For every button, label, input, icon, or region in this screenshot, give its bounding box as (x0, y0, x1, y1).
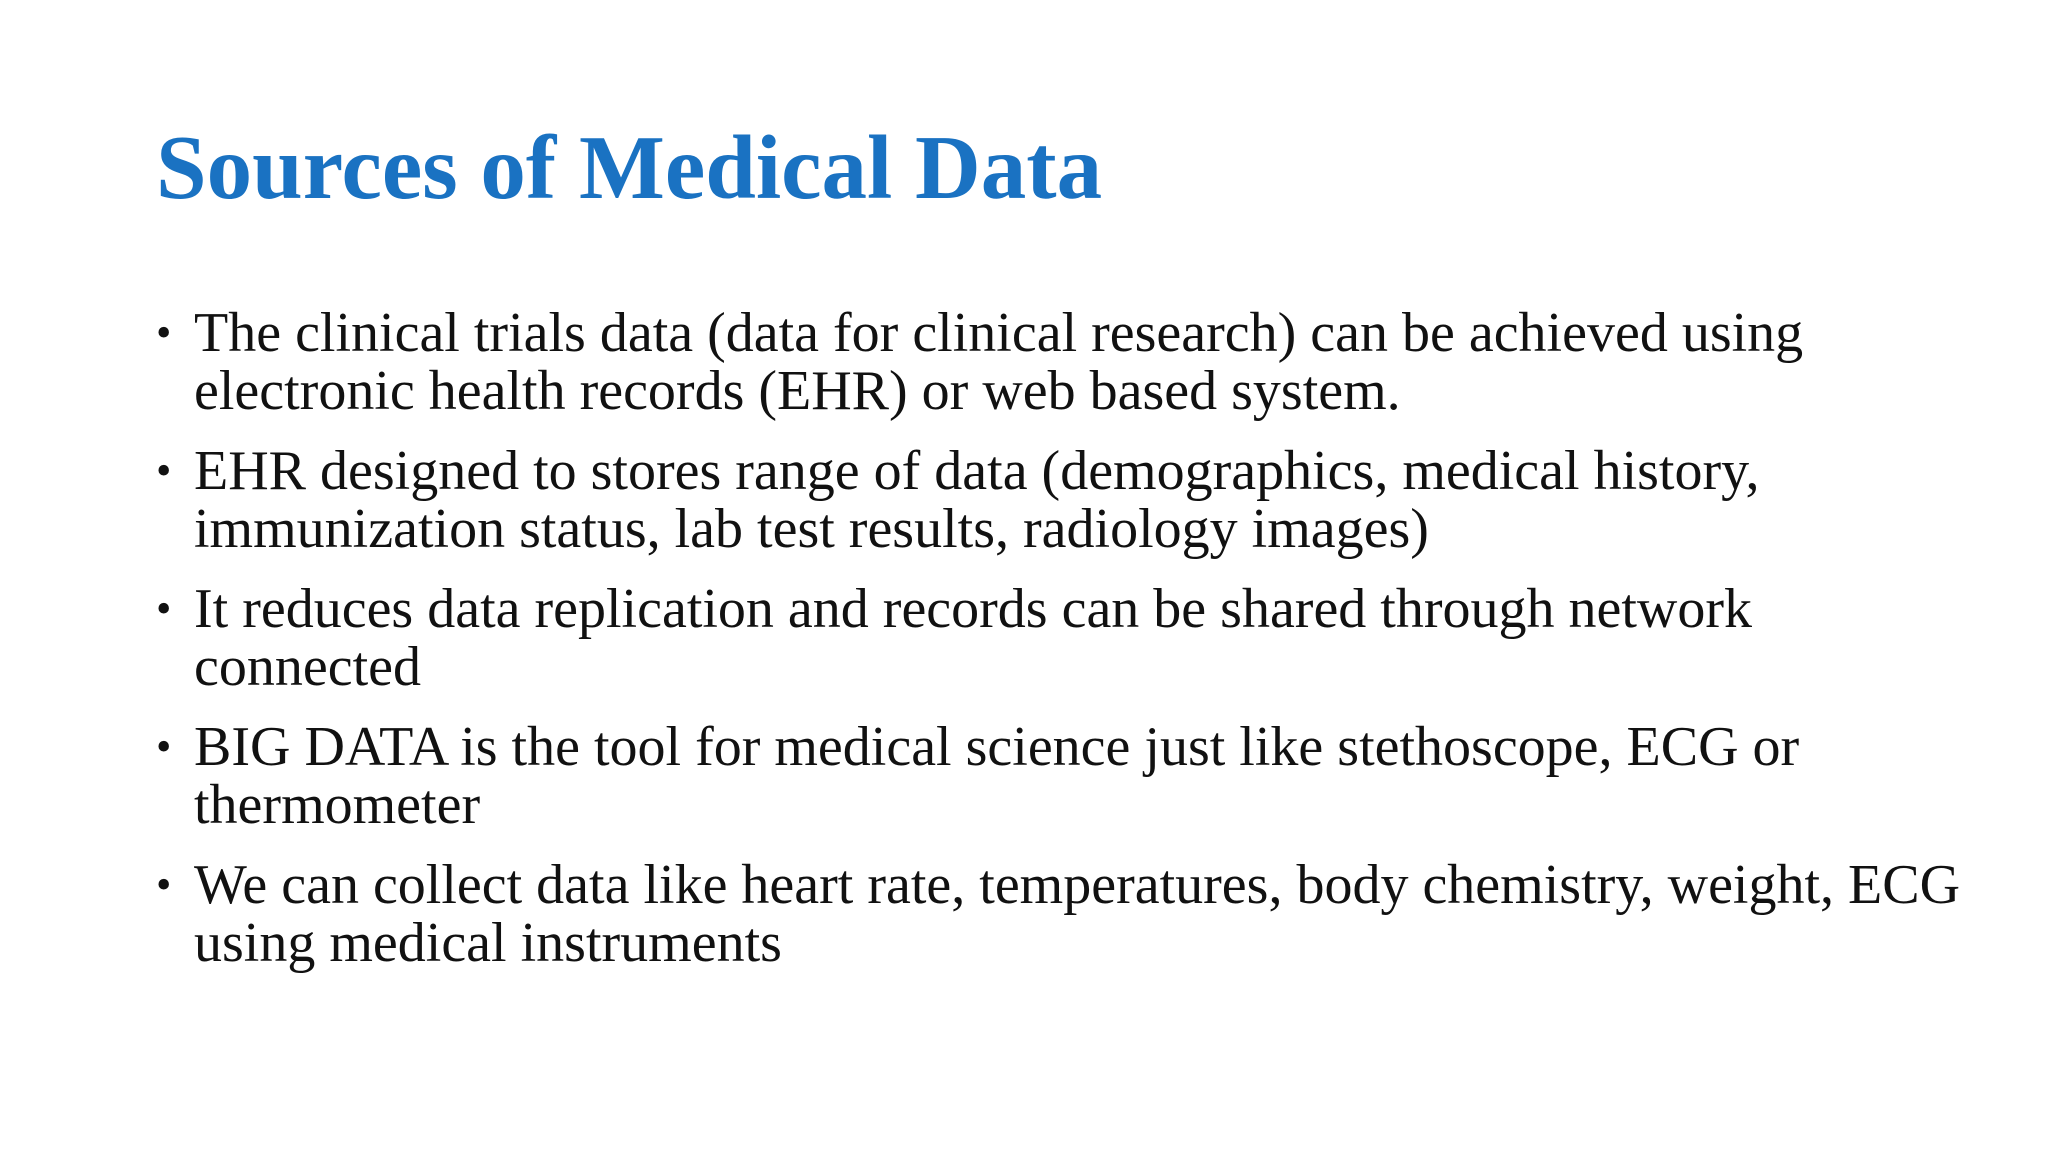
bullet-text: BIG DATA is the tool for medical science just like stethoscope, ECG or thermometer (194, 716, 1800, 836)
bullet-list (156, 304, 1976, 994)
bullet-item (156, 304, 1976, 420)
bullet-item (156, 442, 1976, 558)
bullet-item (156, 718, 1976, 834)
bullet-text: It reduces data replication and records can be shared through network connected (194, 578, 1753, 698)
bullet-icon: • (156, 308, 172, 357)
bullet-icon: • (156, 446, 172, 495)
bullet-text: EHR designed to stores range of data (demographics, medical history, immunization status, lab test results, radiology images) (194, 440, 1760, 560)
bullet-text: We can collect data like heart rate, temperatures, body chemistry, weight, ECG using medical instruments (194, 854, 1961, 974)
bullet-icon: • (156, 860, 172, 909)
bullet-icon: • (156, 584, 172, 633)
bullet-item (156, 856, 1976, 972)
bullet-icon: • (156, 722, 172, 771)
bullet-text: The clinical trials data (data for clinical research) can be achieved using electronic health records (EHR) or web based system. (194, 302, 1804, 422)
slide-title: Sources of Medical Data (156, 117, 1103, 218)
bullet-item (156, 580, 1976, 696)
